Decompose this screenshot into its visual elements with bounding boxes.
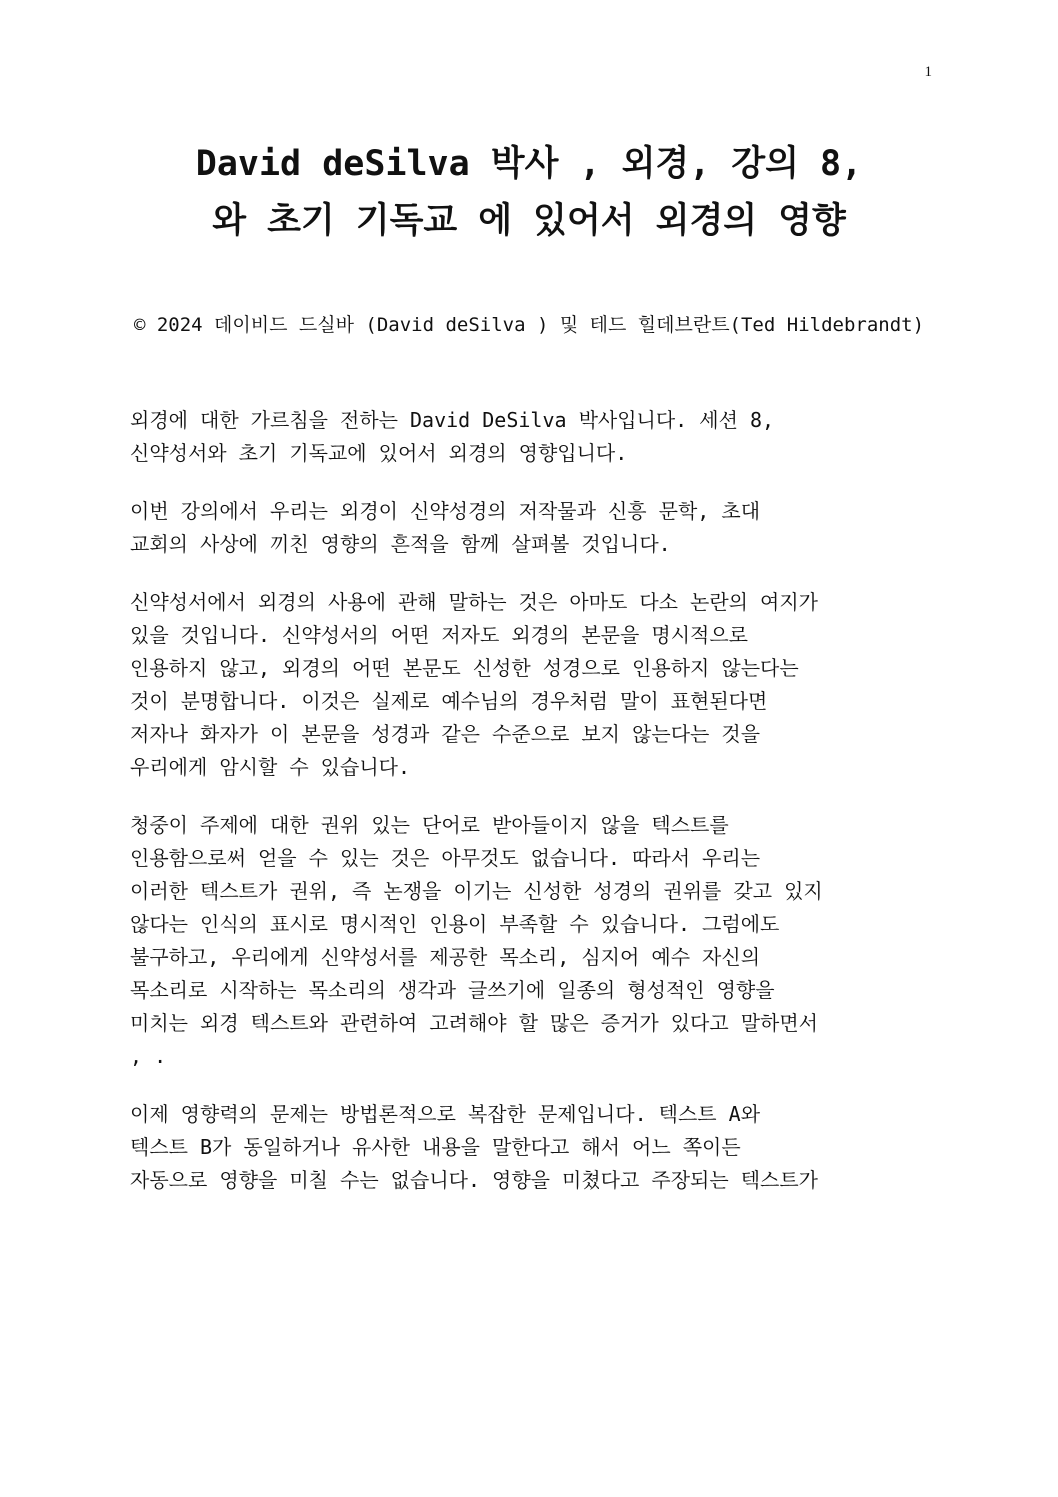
text-line: 자동으로 영향을 미칠 수는 없습니다. 영향을 미쳤다고 주장되는 텍스트가 [130,1168,818,1192]
text-line: 이러한 텍스트가 권위, 즉 논쟁을 이기는 신성한 성경의 권위를 갖고 있지 [130,879,823,903]
text-line: 텍스트 B가 동일하거나 유사한 내용을 말한다고 해서 어느 쪽이든 [130,1135,741,1159]
text-line: 인용하지 않고, 외경의 어떤 본문도 신성한 성경으로 인용하지 않는다는 [130,656,799,680]
text-line: 있을 것입니다. 신약성서의 어떤 저자도 외경의 본문을 명시적으로 [130,623,748,647]
text-line: 않다는 인식의 표시로 명시적인 인용이 부족할 수 있습니다. 그럼에도 [130,912,780,936]
page-number: 1 [924,64,932,80]
text-line: 불구하고, 우리에게 신약성서를 제공한 목소리, 심지어 예수 자신의 [130,945,761,969]
text-line: 신약성서에서 외경의 사용에 관해 말하는 것은 아마도 다소 논란의 여지가 [130,590,818,614]
text-line: 이번 강의에서 우리는 외경이 신약성경의 저작물과 신흥 문학, 초대 [130,499,761,523]
body-text [130,404,930,1222]
copyright-notice: © 2024 데이비드 드실바 (David deSilva ) 및 테드 힐데브란트(Ted Hildebrandt) [133,314,925,336]
text-line: 저자나 화자가 이 본문을 성경과 같은 수준으로 보지 않는다는 것을 [130,722,761,746]
text-line: 이제 영향력의 문제는 방법론적으로 복잡한 문제입니다. 텍스트 A와 [130,1102,761,1126]
paragraph-5 [130,1098,930,1197]
paragraph-1 [130,404,930,470]
title-line-1: David deSilva 박사 , 외경, 강의 8, [195,144,863,184]
title-line-2: 와 초기 기독교 에 있어서 외경의 영향 [212,201,846,241]
paragraph-3 [130,586,930,784]
text-line: 신약성서와 초기 기독교에 있어서 외경의 영향입니다. [130,441,628,465]
text-line: 목소리로 시작하는 목소리의 생각과 글쓰기에 일종의 형성적인 영향을 [130,978,775,1002]
text-line: 교회의 사상에 끼친 영향의 흔적을 함께 살펴볼 것입니다. [130,532,671,556]
text-line: 청중이 주제에 대한 권위 있는 단어로 받아들이지 않을 텍스트를 [130,813,729,837]
text-line: 외경에 대한 가르침을 전하는 David DeSilva 박사입니다. 세션 8, [130,408,775,432]
text-line: 우리에게 암시할 수 있습니다. [130,755,411,779]
text-line: , . [130,1044,167,1068]
text-line: 것이 분명합니다. 이것은 실제로 예수님의 경우처럼 말이 표현된다면 [130,689,768,713]
text-line: 인용함으로써 얻을 수 있는 것은 아무것도 없습니다. 따라서 우리는 [130,846,761,870]
document-title [120,136,938,250]
paragraph-4 [130,809,930,1073]
paragraph-2 [130,495,930,561]
text-line: 미치는 외경 텍스트와 관련하여 고려해야 할 많은 증거가 있다고 말하면서 [130,1011,818,1035]
